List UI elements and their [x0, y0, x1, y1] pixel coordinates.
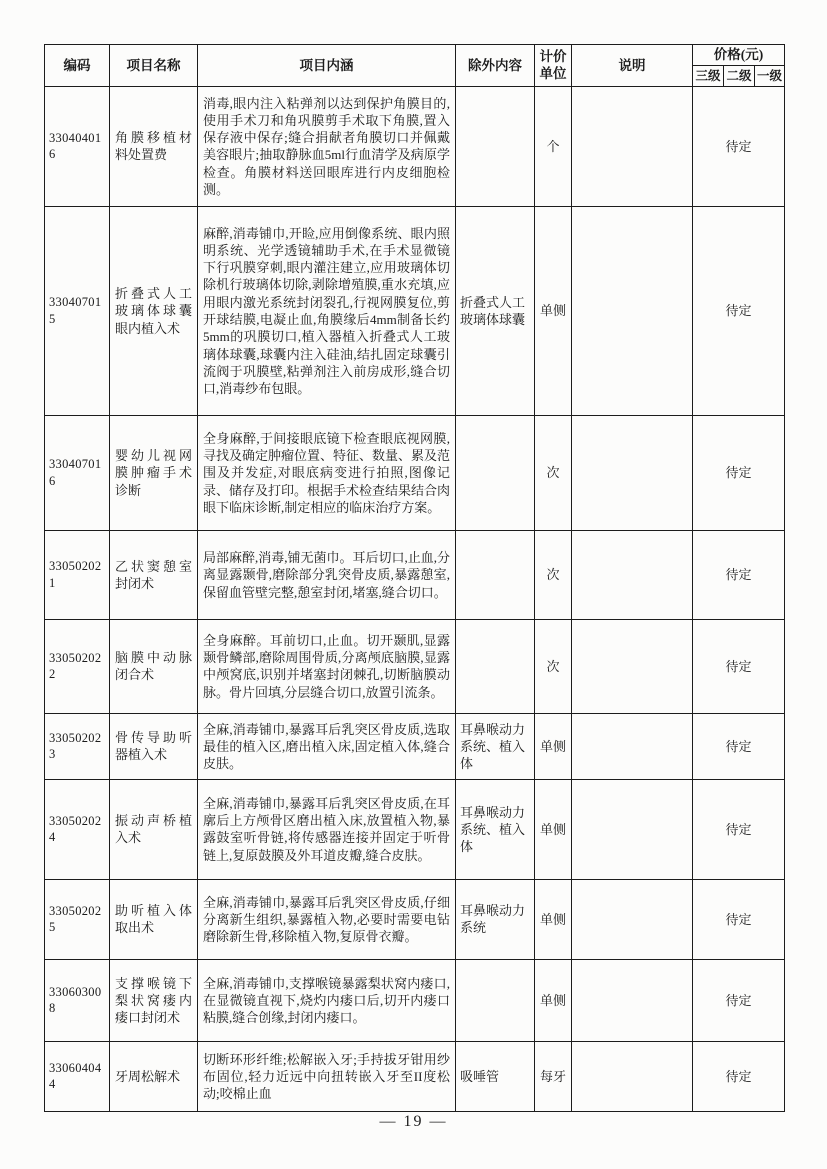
- cell-unit: 个: [535, 86, 572, 206]
- cell-unit: 每牙: [535, 1041, 572, 1111]
- cell-content: 局部麻醉,消毒,铺无菌巾。耳后切口,止血,分离显露颞骨,磨除部分乳突骨皮质,暴露憩室,保留血管壁完整,憩室封闭,堵塞,缝合切口。: [198, 530, 456, 619]
- cell-content: 全麻,消毒铺巾,暴露耳后乳突区骨皮质,在耳廓后上方颅骨区磨出植入床,放置植入物,暴露鼓室听骨链,将传感器连接并固定于听骨链上,复原鼓膜及外耳道皮瓣,缝合皮肤。: [198, 779, 456, 879]
- cell-exclusions: [456, 415, 535, 530]
- cell-note: [572, 879, 693, 959]
- col-header-exclusions: 除外内容: [456, 45, 535, 87]
- table-row: [45, 86, 785, 206]
- cell-content: 麻醉,消毒铺巾,开睑,应用倒像系统、眼内照明系统、光学透镜辅助手术,在手术显微镜下行巩膜穿刺,眼内灌注建立,应用玻璃体切除机行玻璃体切除,剥除增殖膜,重水充填,应用眼内激光系统封闭裂孔,行视网膜复位,剪开球结膜,电凝止血,角膜缘后4mm制备长约5mm的巩膜切口,植入器植入折叠式人工玻璃体球囊,球囊内注入硅油,结扎固定球囊引流阀于巩膜壁,粘弹剂注入前房成形,缝合切口,消毒纱布包眼。: [198, 206, 456, 415]
- table-row: [45, 619, 785, 713]
- cell-name: 支撑喉镜下梨状窝瘘内瘘口封闭术: [110, 959, 198, 1041]
- cell-code: 330502022: [45, 619, 110, 713]
- col-header-price-level-2: 二级: [724, 65, 755, 86]
- col-header-price-level-1: 一级: [755, 65, 785, 86]
- cell-exclusions: [456, 530, 535, 619]
- table-row: [45, 713, 785, 779]
- cell-price: 待定: [693, 206, 785, 415]
- table-row: [45, 206, 785, 415]
- col-header-content: 项目内涵: [198, 45, 456, 87]
- table-row: [45, 1041, 785, 1111]
- col-header-price: 价格(元): [693, 45, 785, 66]
- cell-price: 待定: [693, 86, 785, 206]
- cell-note: [572, 206, 693, 415]
- cell-name: 婴幼儿视网膜肿瘤手术诊断: [110, 415, 198, 530]
- cell-note: [572, 779, 693, 879]
- cell-code: 330502021: [45, 530, 110, 619]
- cell-content: 消毒,眼内注入粘弹剂以达到保护角膜目的,使用手术刀和角巩膜剪手术取下角膜,置入保存液中保存;缝合捐献者角膜切口并佩戴美容眼片;抽取静脉血5ml行血清学及病原学检查。角膜材料送回眼库进行内皮细胞检测。: [198, 86, 456, 206]
- table-row: [45, 530, 785, 619]
- cell-price: 待定: [693, 415, 785, 530]
- cell-unit: 单侧: [535, 206, 572, 415]
- cell-name: 骨传导助听器植入术: [110, 713, 198, 779]
- cell-content: 全麻,消毒铺巾,暴露耳后乳突区骨皮质,仔细分离新生组织,暴露植入物,必要时需要电钻磨除新生骨,移除植入物,复原骨衣瓣。: [198, 879, 456, 959]
- cell-unit: 次: [535, 619, 572, 713]
- cell-note: [572, 713, 693, 779]
- cell-note: [572, 530, 693, 619]
- cell-exclusions: 耳鼻喉动力系统、植入体: [456, 779, 535, 879]
- cell-price: 待定: [693, 713, 785, 779]
- cell-code: 330407016: [45, 415, 110, 530]
- cell-name: 角膜移植材料处置费: [110, 86, 198, 206]
- page-number: — 19 —: [379, 1113, 448, 1130]
- cell-content: 切断环形纤维;松解嵌入牙;手持拔牙钳用纱布固位,轻力近远中向扭转嵌入牙至II度松动;咬棉止血: [198, 1041, 456, 1111]
- header-row-1: [45, 45, 785, 66]
- col-header-name: 项目名称: [110, 45, 198, 87]
- cell-unit: 单侧: [535, 959, 572, 1041]
- cell-code: 330502025: [45, 879, 110, 959]
- cell-code: 330502024: [45, 779, 110, 879]
- cell-code: 330404016: [45, 86, 110, 206]
- col-header-unit: 计价单位: [535, 45, 572, 87]
- cell-exclusions: 吸唾管: [456, 1041, 535, 1111]
- col-header-note: 说明: [572, 45, 693, 87]
- cell-name: 牙周松解术: [110, 1041, 198, 1111]
- cell-code: 330502023: [45, 713, 110, 779]
- cell-exclusions: [456, 959, 535, 1041]
- cell-price: 待定: [693, 779, 785, 879]
- cell-name: 助听植入体取出术: [110, 879, 198, 959]
- cell-exclusions: 耳鼻喉动力系统、植入体: [456, 713, 535, 779]
- cell-code: 330604044: [45, 1041, 110, 1111]
- cell-unit: 单侧: [535, 879, 572, 959]
- cell-price: 待定: [693, 879, 785, 959]
- cell-price: 待定: [693, 619, 785, 713]
- cell-exclusions: [456, 86, 535, 206]
- cell-content: 全身麻醉。耳前切口,止血。切开颞肌,显露颞骨鳞部,磨除周围骨质,分离颅底脑膜,显露中颅窝底,识别并堵塞封闭棘孔,切断脑膜动脉。骨片回填,分层缝合切口,放置引流条。: [198, 619, 456, 713]
- cell-note: [572, 959, 693, 1041]
- col-header-code: 编码: [45, 45, 110, 87]
- cell-name: 脑膜中动脉闭合术: [110, 619, 198, 713]
- cell-code: 330407015: [45, 206, 110, 415]
- table-row: [45, 879, 785, 959]
- col-header-price-level-3: 三级: [693, 65, 724, 86]
- table-row: [45, 415, 785, 530]
- cell-content: 全身麻醉,于间接眼底镜下检查眼底视网膜,寻找及确定肿瘤位置、特征、数量、累及范围及并发症,对眼底病变进行拍照,图像记录、储存及打印。根据手术检查结果结合肉眼下临床诊断,制定相应的临床治疗方案。: [198, 415, 456, 530]
- pricing-table: [44, 44, 785, 1112]
- cell-note: [572, 415, 693, 530]
- cell-code: 330603008: [45, 959, 110, 1041]
- cell-unit: 单侧: [535, 713, 572, 779]
- table-row: [45, 959, 785, 1041]
- cell-note: [572, 86, 693, 206]
- cell-note: [572, 1041, 693, 1111]
- cell-unit: 单侧: [535, 779, 572, 879]
- cell-exclusions: 折叠式人工玻璃体球囊: [456, 206, 535, 415]
- cell-unit: 次: [535, 415, 572, 530]
- cell-unit: 次: [535, 530, 572, 619]
- cell-exclusions: [456, 619, 535, 713]
- cell-price: 待定: [693, 1041, 785, 1111]
- cell-content: 全麻,消毒铺巾,支撑喉镜暴露梨状窝内瘘口,在显微镜直视下,烧灼内瘘口后,切开内瘘口粘膜,缝合创缘,封闭内瘘口。: [198, 959, 456, 1041]
- cell-name: 振动声桥植入术: [110, 779, 198, 879]
- cell-price: 待定: [693, 959, 785, 1041]
- cell-content: 全麻,消毒铺巾,暴露耳后乳突区骨皮质,选取最佳的植入区,磨出植入床,固定植入体,缝合皮肤。: [198, 713, 456, 779]
- table-row: [45, 779, 785, 879]
- cell-name: 乙状窦憩室封闭术: [110, 530, 198, 619]
- cell-exclusions: 耳鼻喉动力系统: [456, 879, 535, 959]
- cell-name: 折叠式人工玻璃体球囊眼内植入术: [110, 206, 198, 415]
- cell-note: [572, 619, 693, 713]
- cell-price: 待定: [693, 530, 785, 619]
